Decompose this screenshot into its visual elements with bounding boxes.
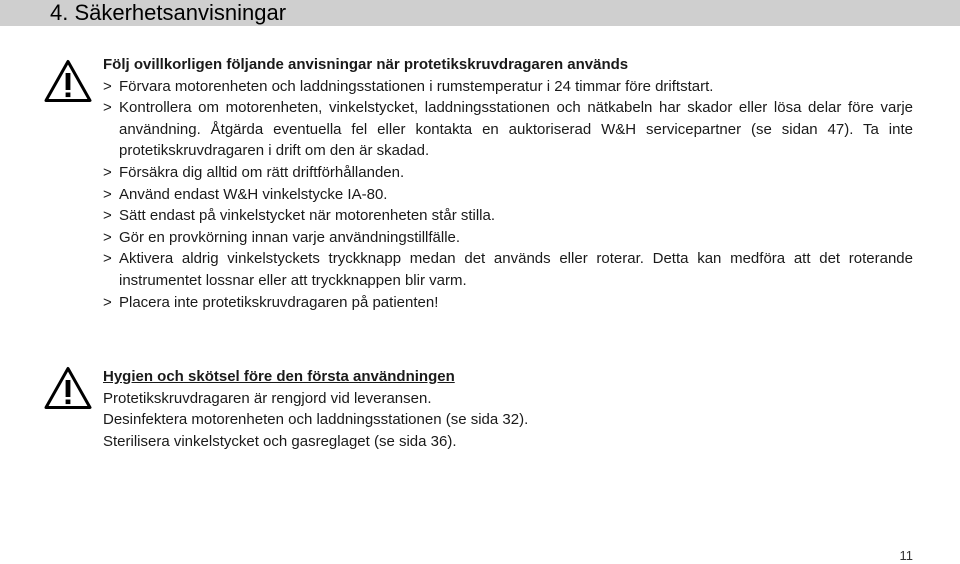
- list-item: [103, 248, 913, 291]
- list-item: [103, 227, 913, 249]
- bullet-marker: >: [103, 228, 112, 246]
- warning-triangle-icon: [44, 366, 92, 410]
- safety-instructions-block: [103, 54, 913, 313]
- list-item-text: Försäkra dig alltid om rätt driftförhållanden.: [119, 163, 405, 181]
- safety-instructions-heading: Följ ovillkorligen följande anvisningar när protetikskruvdragaren används: [103, 56, 629, 73]
- list-item-text: Använd endast W&H vinkelstycke IA-80.: [119, 185, 388, 203]
- bullet-marker: >: [103, 163, 112, 181]
- hygiene-line: Protetikskruvdragaren är rengjord vid leveransen.: [103, 389, 432, 407]
- list-item: [103, 184, 913, 206]
- list-item: [103, 162, 913, 184]
- page-number: 11: [899, 548, 913, 563]
- list-item-text: Placera inte protetikskruvdragaren på patienten!: [119, 293, 439, 311]
- list-item: [103, 205, 913, 227]
- list-item: [103, 76, 913, 98]
- list-item-text: Kontrollera om motorenheten, vinkelstycket, laddningsstationen och nätkabeln har skador eller lösa delar före varje användning. Åtgärda eventuella fel eller kontakta en auktoriserad W&H servicepartner (se sidan 47). Ta inte protetikskruvdragaren i drift om den är skadad.: [119, 99, 913, 160]
- bullet-marker: >: [103, 99, 112, 117]
- bullet-marker: >: [103, 185, 112, 203]
- list-item: [103, 292, 913, 314]
- hygiene-block: [103, 366, 913, 452]
- warning-triangle-icon: [44, 59, 92, 103]
- list-item: [103, 97, 913, 162]
- page-title: 4. Säkerhetsanvisningar: [50, 0, 287, 25]
- bullet-marker: >: [103, 207, 112, 225]
- bullet-marker: >: [103, 250, 112, 268]
- list-item-text: Aktivera aldrig vinkelstyckets tryckknapp medan det används eller roterar. Detta kan medföra att det roterande instrumentet lossnar eller att tryckknappen blir varm.: [119, 250, 913, 289]
- list-item-text: Sätt endast på vinkelstycket när motorenheten står stilla.: [119, 207, 496, 225]
- hygiene-line: Sterilisera vinkelstycket och gasreglaget (se sida 36).: [103, 432, 457, 450]
- list-item-text: Gör en provkörning innan varje användningstillfälle.: [119, 228, 461, 246]
- list-item-text: Förvara motorenheten och laddningsstationen i rumstemperatur i 24 timmar före driftstart.: [119, 77, 714, 95]
- hygiene-heading: Hygien och skötsel före den första användningen: [103, 368, 455, 385]
- bullet-marker: >: [103, 77, 112, 95]
- hygiene-line: Desinfektera motorenheten och laddningsstationen (se sida 32).: [103, 411, 529, 429]
- bullet-marker: >: [103, 293, 112, 311]
